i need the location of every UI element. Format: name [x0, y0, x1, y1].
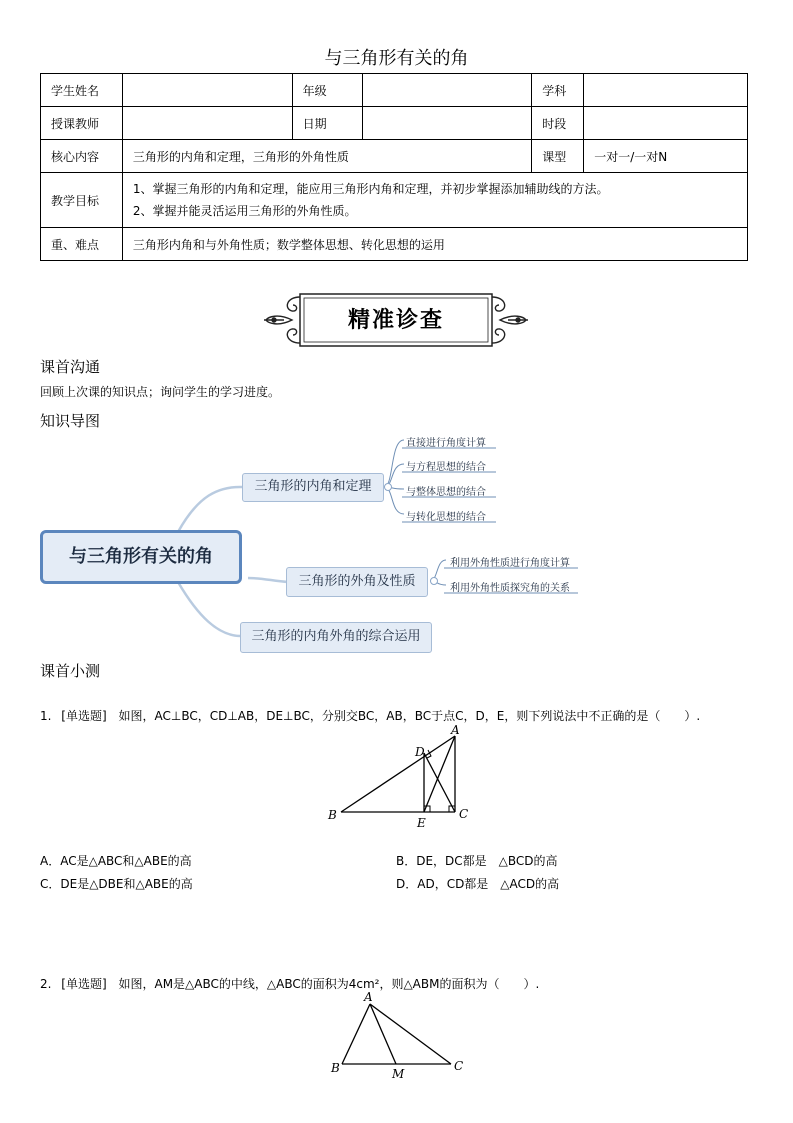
teaching-goal-label: 教学目标 [41, 173, 123, 228]
time-value [584, 107, 748, 140]
knowledge-mindmap [38, 426, 598, 660]
question-2-tag: [单选题] [61, 977, 107, 991]
mindmap-heading: 知识导图 [40, 412, 101, 430]
label-C: C [454, 1059, 464, 1073]
date-value [362, 107, 532, 140]
mindmap-branch-combined: 三角形的内角外角的综合运用 [240, 622, 432, 653]
teaching-goal-line-2: 2、掌握并能灵活运用三角形的外角性质。 [132, 204, 357, 218]
mindmap-leaf: 与整体思想的结合 [406, 487, 486, 498]
key-points-label: 重、难点 [41, 228, 123, 261]
subject-label: 学科 [532, 74, 584, 107]
question-1-option-b[interactable]: B．DE，DC都是 △BCD的高 [396, 854, 558, 868]
grade-label: 年级 [292, 74, 362, 107]
label-B: B [331, 1061, 340, 1075]
core-content-value: 三角形的内角和定理，三角形的外角性质 [122, 140, 531, 173]
mindmap-leaf: 与转化思想的结合 [406, 512, 486, 523]
quiz-heading: 课首小测 [40, 662, 101, 680]
lesson-type-value: 一对一/一对N [584, 140, 748, 173]
question-1-tag: [单选题] [61, 709, 107, 723]
question-1-text: 如图，AC⊥BC，CD⊥AB，DE⊥BC，分别交BC，AB，BC于点C，D，E，则下列说法中不正确的是（ ）. [118, 709, 701, 723]
teacher-value [122, 107, 292, 140]
mindmap-leaf: 利用外角性质探究角的关系 [450, 583, 570, 594]
student-name-value [122, 74, 292, 107]
label-C: C [459, 807, 469, 821]
question-1-number: 1. [40, 709, 52, 723]
mindmap-leaf: 与方程思想的结合 [406, 462, 486, 473]
label-E: E [417, 816, 426, 830]
date-label: 日期 [292, 107, 362, 140]
question-2-number: 2. [40, 977, 52, 991]
question-1-option-c[interactable]: C．DE是△DBE和△ABE的高 [40, 877, 193, 891]
question-2-text: 如图，AM是△ABC的中线，△ABC的面积为4cm²，则△ABM的面积为（ ）. [118, 977, 540, 991]
subject-value [584, 74, 748, 107]
page-title: 与三角形有关的角 [324, 48, 469, 69]
question-1-option-d[interactable]: D．AD，CD都是 △ACD的高 [396, 877, 560, 891]
student-name-label: 学生姓名 [41, 74, 123, 107]
mindmap-leaf: 利用外角性质进行角度计算 [450, 558, 570, 569]
teaching-goal-value [122, 173, 747, 228]
grade-value [362, 74, 532, 107]
question-2-figure [325, 988, 470, 1080]
communication-text: 回顾上次课的知识点；询问学生的学习进度。 [40, 385, 281, 399]
time-label: 时段 [532, 107, 584, 140]
label-A: A [451, 723, 460, 737]
teaching-goal-line-1: 1、掌握三角形的内角和定理，能应用三角形内角和定理，并初步掌握添加辅助线的方法。 [132, 182, 609, 196]
question-1-option-a[interactable]: A．AC是△ABC和△ABE的高 [40, 854, 192, 868]
mindmap-branch-exterior-angle: 三角形的外角及性质 [286, 567, 428, 597]
mindmap-leaf: 直接进行角度计算 [406, 438, 486, 449]
label-D: D [415, 745, 425, 759]
key-points-value: 三角形内角和与外角性质；数学整体思想、转化思想的运用 [122, 228, 747, 261]
mindmap-branch-interior-angle-sum: 三角形的内角和定理 [242, 473, 384, 502]
core-content-label: 核心内容 [41, 140, 123, 173]
mindmap-root-node: 与三角形有关的角 [40, 530, 242, 584]
question-1-figure [325, 722, 475, 832]
teacher-label: 授课教师 [41, 107, 123, 140]
label-B: B [328, 808, 337, 822]
label-A: A [364, 990, 373, 1004]
communication-heading: 课首沟通 [40, 358, 101, 376]
label-M: M [392, 1067, 405, 1080]
lesson-type-label: 课型 [532, 140, 584, 173]
section-banner-text: 精准诊查 [347, 307, 444, 333]
lesson-info-table [40, 73, 748, 261]
